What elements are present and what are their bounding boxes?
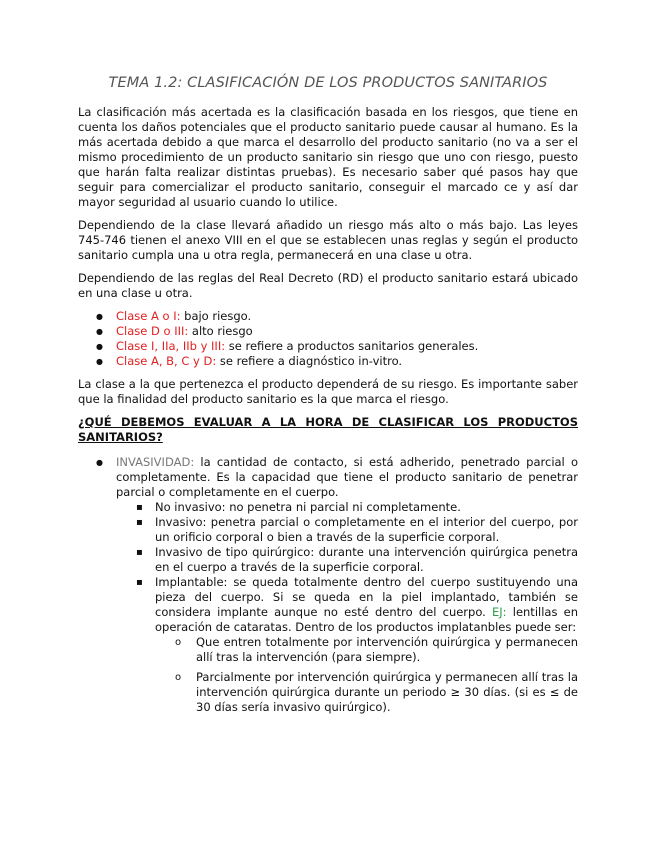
invasividad-label: INVASIVIDAD: bbox=[116, 455, 195, 469]
paragraph-intro: La clasificación más acertada es la clasificación basada en los riesgos, que tiene en cuenta los daños potenciales que el producto sanitario puede causar al humano. Es la más acertada debido a que marca el desarrollo del producto sanitario (no va a ser el mismo procedimiento de un producto sanitario sin riesgo que uno con riesgo, puesto que harán falta realizar distintas pruebas). Es necesario saber qué pasos hay que seguir para comercializar el producto sanitario, conseguir el marcado ce y así dar mayor seguridad al usuario cuando lo utilice. bbox=[78, 105, 578, 209]
sublist-item: ▪ Invasivo: penetra parcial o completamente en el interior del cuerpo, por un orificio corporal o bien a través de la superficie corporal. bbox=[116, 515, 578, 545]
class-item bbox=[78, 309, 578, 324]
invasividad-item bbox=[78, 455, 578, 715]
paragraph-real-decreto: Dependiendo de las reglas del Real Decreto (RD) el producto sanitario estará ubicado en una clase u otra. bbox=[78, 271, 578, 300]
invasividad-sublist bbox=[116, 500, 578, 715]
class-label: Clase A, B, C y D: bbox=[116, 354, 217, 368]
class-text: bajo riesgo. bbox=[180, 309, 252, 323]
implantable-text-after: lentillas en operación de cataratas. Dentro de los productos implatanbles puede ser: bbox=[155, 605, 578, 634]
class-list bbox=[78, 309, 578, 369]
sublist-item: ▪ Invasivo de tipo quirúrgico: durante una intervención quirúrgica penetra en el cuerpo a través de la superficie corporal. bbox=[116, 545, 578, 575]
sublist-item: ▪ No invasivo: no penetra ni parcial ni completamente. bbox=[116, 500, 578, 515]
implantable-subitem: o Que entren totalmente por intervención quirúrgica y permanecen allí tras la intervención (para siempre). bbox=[155, 635, 578, 665]
paragraph-risk: La clase a la que pertenezca el producto dependerá de su riesgo. Es importante saber que la finalidad del producto sanitario es la que marca el riesgo. bbox=[78, 377, 578, 406]
class-item bbox=[78, 354, 578, 369]
example-label: EJ: bbox=[492, 605, 507, 619]
class-text: se refiere a productos sanitarios generales. bbox=[225, 339, 479, 353]
paragraph-classes-law: Dependiendo de la clase llevará añadido un riesgo más alto o más bajo. Las leyes 745-746 tienen el anexo VIII en el que se establecen unas reglas y según el producto sanitario cumpla una u otra regla, permanecerá en una clase u otra. bbox=[78, 218, 578, 262]
implantable-text: Implantable: se queda totalmente dentro del cuerpo sustituyendo una pieza del cuerpo. Si se queda en la piel implantado, también se considera implante aunque no esté dentro del cuerpo. bbox=[155, 575, 578, 619]
class-item bbox=[78, 324, 578, 339]
invasividad-text: la cantidad de contacto, si está adherido, penetrado parcial o completamente. Es la capacidad que tiene el producto sanitario de penetrar parcial o completamente en el cuerpo. bbox=[116, 455, 578, 499]
section-heading: ¿QUÉ DEBEMOS EVALUAR A LA HORA DE CLASIFICAR LOS PRODUCTOS SANITARIOS? bbox=[78, 415, 578, 444]
class-label: Clase A o I: bbox=[116, 309, 181, 323]
evaluation-list bbox=[78, 455, 578, 715]
class-label: Clase I, IIa, IIb y III: bbox=[116, 339, 226, 353]
implantable-subitem: o Parcialmente por intervención quirúrgica y permanecen allí tras la intervención quirúrgica durante un periodo ≥ 30 días. (si es ≤ de 30 días sería invasivo quirúrgico). bbox=[155, 670, 578, 715]
document-title: TEMA 1.2: CLASIFICACIÓN DE LOS PRODUCTOS SANITARIOS bbox=[108, 75, 548, 91]
class-text: se refiere a diagnóstico in-vitro. bbox=[216, 354, 403, 368]
class-label: Clase D o III: bbox=[116, 324, 189, 338]
implantable-item bbox=[116, 575, 578, 715]
class-item bbox=[78, 339, 578, 354]
implantable-sublist bbox=[155, 635, 578, 715]
class-text: alto riesgo bbox=[188, 324, 253, 338]
